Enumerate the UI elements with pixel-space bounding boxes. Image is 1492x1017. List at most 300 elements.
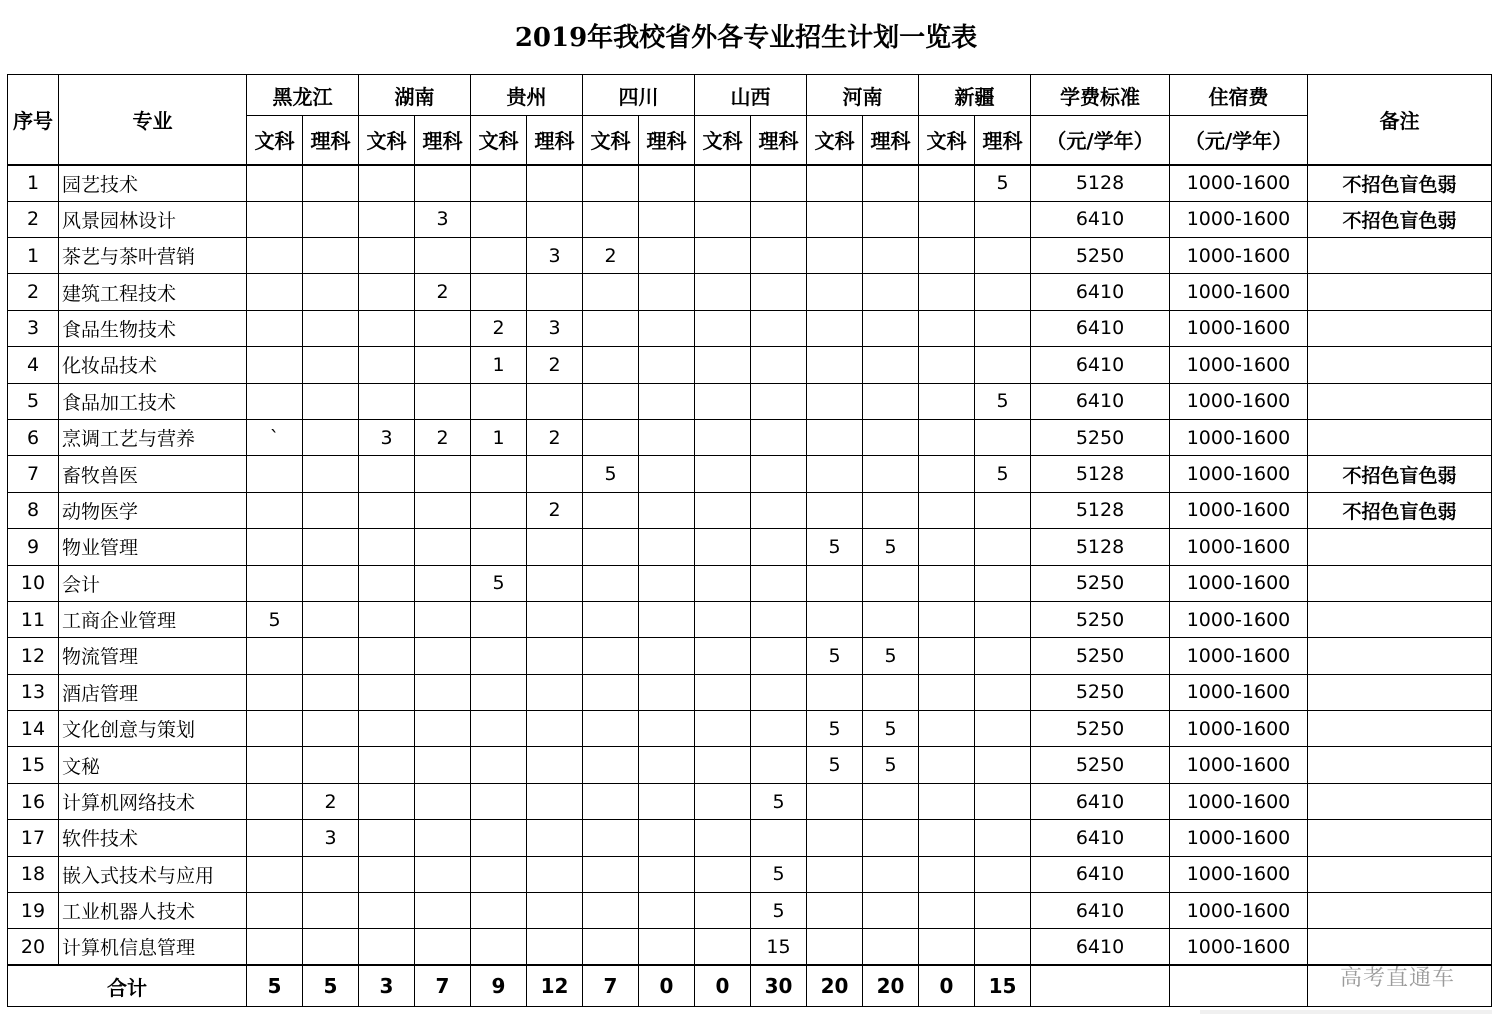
major-cell: 食品生物技术: [59, 310, 247, 346]
quota-cell: [303, 711, 359, 747]
note-cell: [1308, 565, 1492, 601]
seq-cell: 9: [8, 529, 59, 565]
seq-cell: 16: [8, 783, 59, 819]
quota-cell: [695, 529, 751, 565]
table-row: [8, 893, 1492, 929]
quota-cell: [751, 347, 807, 383]
dorm-header: 住宿费: [1170, 75, 1308, 116]
dorm-cell: 1000-1600: [1170, 310, 1308, 346]
quota-cell: [583, 820, 639, 856]
quota-cell: [471, 929, 527, 965]
quota-cell: [527, 856, 583, 892]
tuition-cell: 5250: [1031, 419, 1170, 455]
quota-cell: [527, 274, 583, 310]
tuition-cell: 5250: [1031, 638, 1170, 674]
dorm-cell: 1000-1600: [1170, 638, 1308, 674]
note-cell: [1308, 820, 1492, 856]
note-cell: [1308, 419, 1492, 455]
quota-cell: [863, 783, 919, 819]
seq-cell: 17: [8, 820, 59, 856]
li-header: 理科: [415, 116, 471, 165]
quota-cell: [695, 383, 751, 419]
wen-header: 文科: [919, 116, 975, 165]
quota-cell: [751, 165, 807, 201]
quota-cell: [527, 711, 583, 747]
total-tuition-blank: [1031, 965, 1170, 1006]
quota-cell: [247, 783, 303, 819]
major-cell: 会计: [59, 565, 247, 601]
quota-cell: [359, 201, 415, 237]
quota-cell: 5: [807, 529, 863, 565]
quota-cell: [583, 747, 639, 783]
quota-cell: [359, 638, 415, 674]
dorm-cell: 1000-1600: [1170, 601, 1308, 637]
major-cell: 计算机网络技术: [59, 783, 247, 819]
table-row: [8, 492, 1492, 528]
quota-cell: [807, 893, 863, 929]
quota-cell: 2: [415, 274, 471, 310]
quota-cell: [359, 238, 415, 274]
quota-cell: [583, 783, 639, 819]
table-row: [8, 929, 1492, 965]
tuition-cell: 5250: [1031, 238, 1170, 274]
quota-cell: [527, 747, 583, 783]
quota-cell: [919, 638, 975, 674]
quota-cell: [919, 747, 975, 783]
quota-cell: [695, 856, 751, 892]
dorm-cell: 1000-1600: [1170, 274, 1308, 310]
quota-cell: [247, 238, 303, 274]
quota-cell: [527, 165, 583, 201]
seq-cell: 4: [8, 347, 59, 383]
quota-cell: [751, 529, 807, 565]
quota-cell: [919, 165, 975, 201]
quota-cell: [527, 638, 583, 674]
quota-cell: [863, 419, 919, 455]
quota-cell: [303, 674, 359, 710]
seq-cell: 10: [8, 565, 59, 601]
quota-cell: [471, 711, 527, 747]
quota-cell: [975, 529, 1031, 565]
quota-cell: [583, 638, 639, 674]
quota-cell: [919, 783, 975, 819]
dorm-cell: 1000-1600: [1170, 893, 1308, 929]
table-row: [8, 747, 1492, 783]
quota-cell: [527, 893, 583, 929]
major-cell: 食品加工技术: [59, 383, 247, 419]
quota-cell: [863, 674, 919, 710]
quota-cell: [639, 747, 695, 783]
major-cell: 计算机信息管理: [59, 929, 247, 965]
quota-cell: 2: [527, 347, 583, 383]
province-header-heilongjiang: 黑龙江: [247, 75, 359, 116]
seq-cell: 6: [8, 419, 59, 455]
major-cell: 烹调工艺与营养: [59, 419, 247, 455]
wen-header: 文科: [695, 116, 751, 165]
dorm-cell: 1000-1600: [1170, 856, 1308, 892]
quota-cell: [639, 274, 695, 310]
quota-cell: [359, 310, 415, 346]
total-cell: 7: [583, 965, 639, 1006]
note-cell: [1308, 674, 1492, 710]
seq-cell: 20: [8, 929, 59, 965]
quota-cell: [471, 456, 527, 492]
quota-cell: [695, 347, 751, 383]
total-cell: 0: [639, 965, 695, 1006]
totals-row: [8, 965, 1492, 1006]
quota-cell: [695, 492, 751, 528]
quota-cell: [695, 929, 751, 965]
quota-cell: [639, 492, 695, 528]
quota-cell: [247, 492, 303, 528]
quota-cell: [471, 638, 527, 674]
quota-cell: [471, 601, 527, 637]
note-cell: [1308, 383, 1492, 419]
quota-cell: [863, 456, 919, 492]
seq-cell: 2: [8, 274, 59, 310]
quota-cell: [303, 456, 359, 492]
quota-cell: [415, 601, 471, 637]
quota-cell: [415, 492, 471, 528]
quota-cell: [303, 383, 359, 419]
table-row: [8, 856, 1492, 892]
quota-cell: [975, 893, 1031, 929]
quota-cell: [751, 711, 807, 747]
quota-cell: 3: [303, 820, 359, 856]
note-cell: [1308, 347, 1492, 383]
quota-cell: [919, 674, 975, 710]
quota-cell: [303, 347, 359, 383]
quota-cell: [807, 820, 863, 856]
quota-cell: [247, 893, 303, 929]
quota-cell: [471, 492, 527, 528]
quota-cell: [919, 347, 975, 383]
table-row: [8, 419, 1492, 455]
quota-cell: 2: [527, 419, 583, 455]
seq-cell: 13: [8, 674, 59, 710]
quota-cell: [303, 565, 359, 601]
quota-cell: [303, 747, 359, 783]
major-cell: 动物医学: [59, 492, 247, 528]
quota-cell: [695, 310, 751, 346]
quota-cell: [975, 674, 1031, 710]
wen-header: 文科: [359, 116, 415, 165]
quota-cell: [919, 601, 975, 637]
quota-cell: [415, 820, 471, 856]
quota-cell: [807, 856, 863, 892]
quota-cell: [303, 529, 359, 565]
quota-cell: [247, 201, 303, 237]
quota-cell: [415, 565, 471, 601]
quota-cell: [359, 783, 415, 819]
quota-cell: [919, 565, 975, 601]
quota-cell: [695, 820, 751, 856]
quota-cell: [807, 238, 863, 274]
quota-cell: [247, 929, 303, 965]
quota-cell: [639, 674, 695, 710]
quota-cell: [471, 383, 527, 419]
tuition-header: 学费标准: [1031, 75, 1170, 116]
tuition-cell: 5250: [1031, 747, 1170, 783]
quota-cell: [695, 747, 751, 783]
province-header-xinjiang: 新疆: [919, 75, 1031, 116]
province-header-guizhou: 贵州: [471, 75, 583, 116]
major-cell: 化妆品技术: [59, 347, 247, 383]
tuition-unit: （元/学年）: [1031, 116, 1170, 165]
quota-cell: 5: [807, 638, 863, 674]
table-row: [8, 565, 1492, 601]
totals-label: 合计: [8, 965, 247, 1006]
quota-cell: [583, 674, 639, 710]
table-row: [8, 238, 1492, 274]
major-cell: 酒店管理: [59, 674, 247, 710]
province-header-sichuan: 四川: [583, 75, 695, 116]
total-cell: 9: [471, 965, 527, 1006]
quota-cell: [919, 856, 975, 892]
quota-cell: [359, 747, 415, 783]
quota-cell: 1: [471, 419, 527, 455]
quota-cell: [359, 711, 415, 747]
quota-cell: [695, 601, 751, 637]
quota-cell: [415, 456, 471, 492]
quota-cell: [583, 711, 639, 747]
note-cell: [1308, 929, 1492, 965]
quota-cell: [863, 565, 919, 601]
quota-cell: [359, 456, 415, 492]
quota-cell: [639, 383, 695, 419]
quota-cell: [751, 419, 807, 455]
dorm-cell: 1000-1600: [1170, 674, 1308, 710]
tuition-cell: 5250: [1031, 565, 1170, 601]
quota-cell: [695, 638, 751, 674]
quota-cell: [807, 383, 863, 419]
seq-cell: 11: [8, 601, 59, 637]
tuition-cell: 5128: [1031, 492, 1170, 528]
major-cell: 软件技术: [59, 820, 247, 856]
quota-cell: [527, 601, 583, 637]
quota-cell: [303, 893, 359, 929]
quota-cell: [863, 492, 919, 528]
li-header: 理科: [975, 116, 1031, 165]
quota-cell: [303, 165, 359, 201]
quota-cell: [639, 347, 695, 383]
quota-cell: [303, 601, 359, 637]
quota-cell: [471, 783, 527, 819]
quota-cell: [807, 419, 863, 455]
quota-cell: [919, 820, 975, 856]
quota-cell: [303, 638, 359, 674]
quota-cell: [975, 783, 1031, 819]
dorm-unit: （元/学年）: [1170, 116, 1308, 165]
province-header-shanxi: 山西: [695, 75, 807, 116]
note-cell: [1308, 783, 1492, 819]
quota-cell: [527, 783, 583, 819]
quota-cell: [807, 492, 863, 528]
quota-cell: [863, 820, 919, 856]
quota-cell: 5: [975, 165, 1031, 201]
quota-cell: [583, 929, 639, 965]
quota-cell: [807, 165, 863, 201]
quota-cell: [415, 856, 471, 892]
dorm-cell: 1000-1600: [1170, 529, 1308, 565]
quota-cell: [639, 929, 695, 965]
quota-cell: 5: [751, 783, 807, 819]
quota-cell: 3: [415, 201, 471, 237]
quota-cell: [639, 310, 695, 346]
tuition-cell: 5250: [1031, 674, 1170, 710]
quota-cell: [359, 383, 415, 419]
quota-cell: [583, 201, 639, 237]
quota-cell: [975, 201, 1031, 237]
quota-cell: [807, 565, 863, 601]
tuition-cell: 5128: [1031, 165, 1170, 201]
bottom-rule: [1200, 1010, 1492, 1014]
quota-cell: [639, 419, 695, 455]
dorm-cell: 1000-1600: [1170, 201, 1308, 237]
quota-cell: [863, 856, 919, 892]
major-cell: 畜牧兽医: [59, 456, 247, 492]
province-header-hunan: 湖南: [359, 75, 471, 116]
quota-cell: [695, 674, 751, 710]
major-cell: 物业管理: [59, 529, 247, 565]
quota-cell: [639, 529, 695, 565]
quota-cell: [415, 383, 471, 419]
quota-cell: 5: [807, 747, 863, 783]
tuition-cell: 5250: [1031, 711, 1170, 747]
quota-cell: [359, 893, 415, 929]
total-cell: 5: [303, 965, 359, 1006]
quota-cell: [639, 601, 695, 637]
quota-cell: [359, 601, 415, 637]
quota-cell: [471, 674, 527, 710]
page-title: 2019年我校省外各专业招生计划一览表: [514, 23, 978, 53]
quota-cell: [303, 201, 359, 237]
table-row: [8, 529, 1492, 565]
quota-cell: [919, 238, 975, 274]
li-header: 理科: [751, 116, 807, 165]
seq-cell: 18: [8, 856, 59, 892]
note-cell: [1308, 711, 1492, 747]
note-cell: 不招色盲色弱: [1308, 492, 1492, 528]
tuition-cell: 5128: [1031, 529, 1170, 565]
quota-cell: [247, 310, 303, 346]
total-cell: 30: [751, 965, 807, 1006]
quota-cell: [975, 820, 1031, 856]
quota-cell: [583, 492, 639, 528]
quota-cell: [583, 419, 639, 455]
quota-cell: 2: [583, 238, 639, 274]
quota-cell: [247, 456, 303, 492]
quota-cell: [527, 929, 583, 965]
table-row: [8, 274, 1492, 310]
quota-cell: 5: [863, 638, 919, 674]
quota-cell: [975, 711, 1031, 747]
major-cell: 物流管理: [59, 638, 247, 674]
note-cell: 不招色盲色弱: [1308, 201, 1492, 237]
quota-cell: [807, 201, 863, 237]
quota-cell: [639, 201, 695, 237]
tuition-cell: 6410: [1031, 347, 1170, 383]
quota-cell: [527, 820, 583, 856]
quota-cell: 5: [975, 456, 1031, 492]
note-cell: 不招色盲色弱: [1308, 165, 1492, 201]
tuition-cell: 6410: [1031, 274, 1170, 310]
quota-cell: [583, 274, 639, 310]
quota-cell: [359, 929, 415, 965]
quota-cell: [247, 711, 303, 747]
quota-cell: [471, 820, 527, 856]
quota-cell: [471, 165, 527, 201]
quota-cell: 2: [303, 783, 359, 819]
note-cell: [1308, 747, 1492, 783]
quota-cell: [695, 201, 751, 237]
quota-cell: [751, 456, 807, 492]
quota-cell: [807, 674, 863, 710]
quota-cell: [303, 929, 359, 965]
quota-cell: [751, 565, 807, 601]
quota-cell: [695, 565, 751, 601]
wen-header: 文科: [471, 116, 527, 165]
dorm-cell: 1000-1600: [1170, 238, 1308, 274]
quota-cell: [527, 201, 583, 237]
total-cell: 7: [415, 965, 471, 1006]
quota-cell: [695, 238, 751, 274]
quota-cell: [807, 347, 863, 383]
quota-cell: [751, 820, 807, 856]
enrollment-plan-table: [7, 74, 1492, 1007]
quota-cell: [247, 347, 303, 383]
quota-cell: [583, 893, 639, 929]
quota-cell: [471, 238, 527, 274]
dorm-cell: 1000-1600: [1170, 565, 1308, 601]
seq-cell: 15: [8, 747, 59, 783]
quota-cell: [863, 601, 919, 637]
wen-header: 文科: [583, 116, 639, 165]
quota-cell: [751, 310, 807, 346]
seq-cell: 5: [8, 383, 59, 419]
quota-cell: [863, 383, 919, 419]
total-cell: 20: [807, 965, 863, 1006]
seq-cell: 19: [8, 893, 59, 929]
quota-cell: [583, 347, 639, 383]
quota-cell: [527, 565, 583, 601]
quota-cell: 3: [527, 310, 583, 346]
quota-cell: [975, 601, 1031, 637]
quota-cell: [583, 529, 639, 565]
quota-cell: 5: [807, 711, 863, 747]
quota-cell: [639, 820, 695, 856]
dorm-cell: 1000-1600: [1170, 492, 1308, 528]
quota-cell: [975, 856, 1031, 892]
quota-cell: [639, 893, 695, 929]
quota-cell: 2: [471, 310, 527, 346]
quota-cell: [471, 529, 527, 565]
quota-cell: [471, 274, 527, 310]
table-row: [8, 347, 1492, 383]
quota-cell: [695, 783, 751, 819]
quota-cell: [975, 274, 1031, 310]
quota-cell: [807, 929, 863, 965]
quota-cell: [863, 929, 919, 965]
quota-cell: [751, 238, 807, 274]
quota-cell: [583, 383, 639, 419]
total-cell: 0: [919, 965, 975, 1006]
quota-cell: [919, 893, 975, 929]
quota-cell: [303, 310, 359, 346]
dorm-cell: 1000-1600: [1170, 711, 1308, 747]
seq-cell: 1: [8, 238, 59, 274]
total-cell: 5: [247, 965, 303, 1006]
